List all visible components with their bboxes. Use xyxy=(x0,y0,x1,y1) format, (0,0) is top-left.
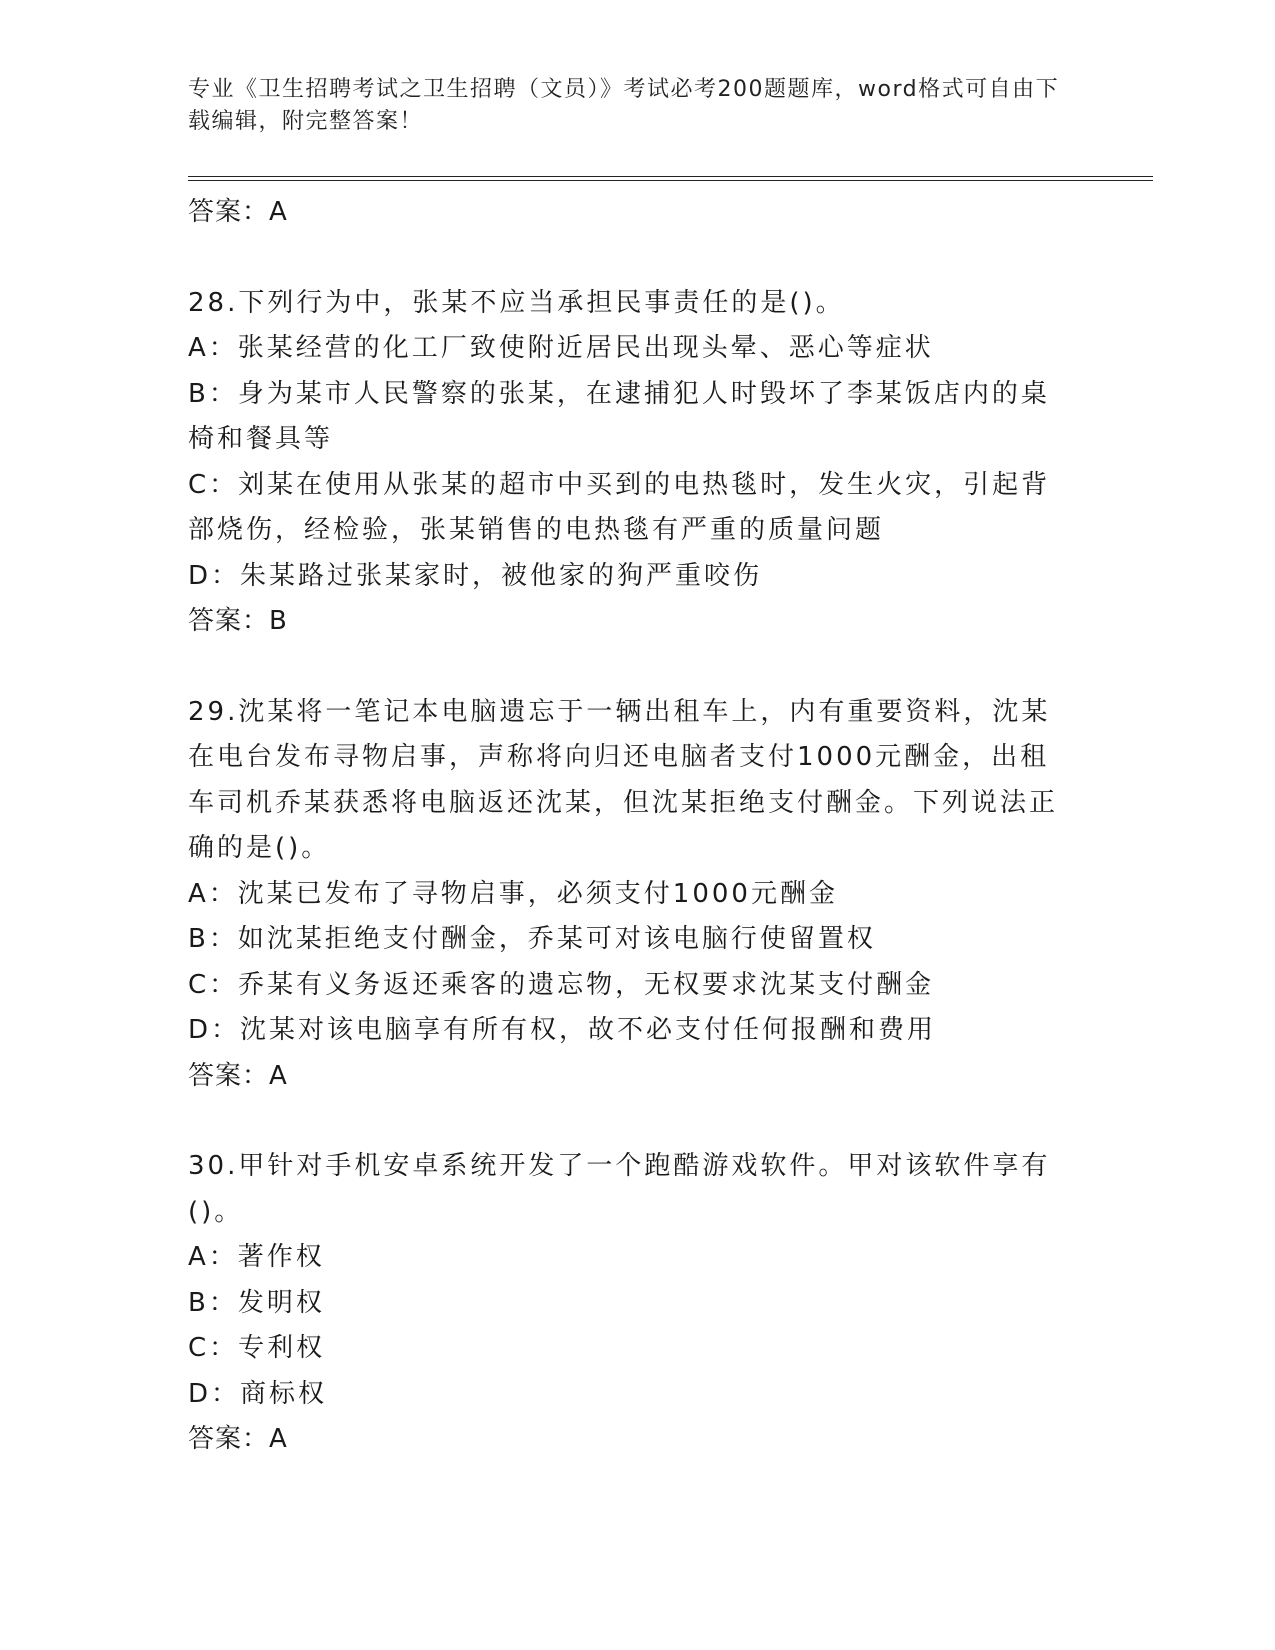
question-28 xyxy=(188,281,1078,645)
answer-line: 答案：A xyxy=(188,197,288,227)
document-body xyxy=(188,190,1078,1463)
option-b: B：如沈某拒绝支付酬金，乔某可对该电脑行使留置权 xyxy=(188,924,876,954)
option-a: A：著作权 xyxy=(188,1242,325,1272)
option-d: D：沈某对该电脑享有所有权，故不必支付任何报酬和费用 xyxy=(188,1015,937,1045)
document-header: 专业《卫生招聘考试之卫生招聘（文员）》考试必考200题题库，word格式可自由下载编辑，附完整答案！ xyxy=(188,77,1060,134)
option-d: D：商标权 xyxy=(188,1378,328,1409)
header-divider xyxy=(188,176,1153,181)
option-a: A：沈某已发布了寻物启事，必须支付1000元酬金 xyxy=(188,878,838,909)
answer-line: 答案：B xyxy=(188,606,288,636)
option-c: C：刘某在使用从张某的超市中买到的电热毯时，发生火灾，引起背部烧伤，经检验，张某销售的电热毯有严重的质量问题 xyxy=(188,469,1051,545)
question-29 xyxy=(188,690,1078,1100)
option-b: B：身为某市人民警察的张某，在逮捕犯人时毁坏了李某饭店内的桌椅和餐具等 xyxy=(188,378,1050,454)
question-stem: 28.下列行为中，张某不应当承担民事责任的是()。 xyxy=(188,287,845,318)
question-30 xyxy=(188,1144,1078,1463)
option-b: B：发明权 xyxy=(188,1287,325,1318)
question-stem: 29.沈某将一笔记本电脑遗忘于一辆出租车上，内有重要资料，沈某在电台发布寻物启事，声称将向归还电脑者支付1000元酬金，出租车司机乔某获悉将电脑返还沈某，但沈某拒绝支付酬金。下列说法正确的是()。 xyxy=(188,696,1059,863)
option-c: C：乔某有义务返还乘客的遗忘物，无权要求沈某支付酬金 xyxy=(188,969,935,1000)
answer-line: 答案：A xyxy=(188,1424,288,1454)
answer-line: 答案：A xyxy=(188,1060,288,1091)
question-stem: 30.甲针对手机安卓系统开发了一个跑酷游戏软件。甲对该软件享有()。 xyxy=(188,1151,1051,1227)
option-d: D：朱某路过张某家时，被他家的狗严重咬伤 xyxy=(188,560,763,591)
option-a: A：张某经营的化工厂致使附近居民出现头晕、恶心等症状 xyxy=(188,333,934,363)
option-c: C：专利权 xyxy=(188,1333,326,1363)
